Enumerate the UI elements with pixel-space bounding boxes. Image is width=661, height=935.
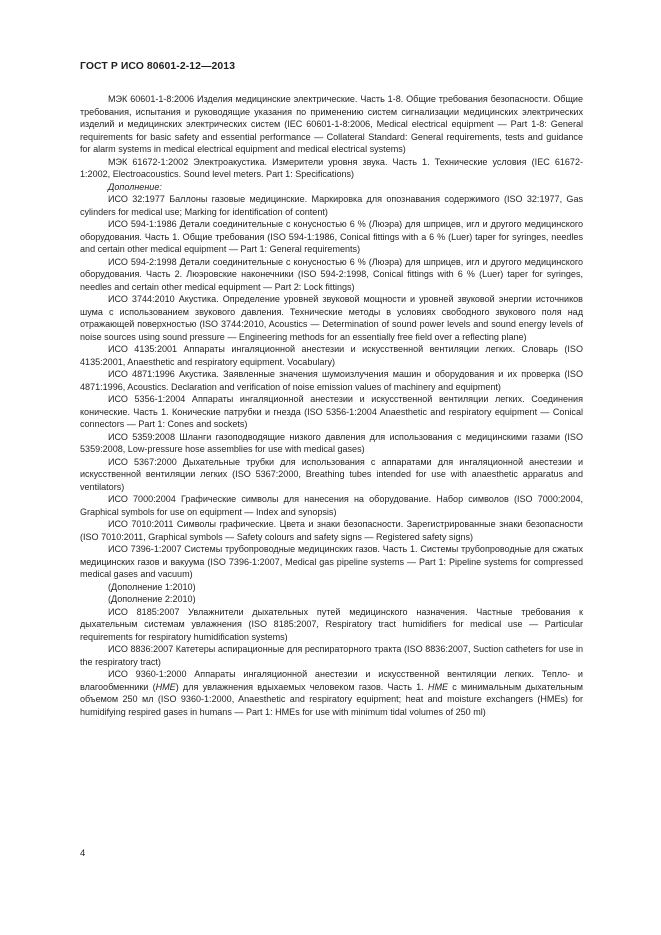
reference-iec-61672-1: МЭК 61672-1:2002 Электроакустика. Измерители уровня звука. Часть 1. Технические условия (IEC 61672-1:2002, Electroacoustics. Sound level meters. Part 1: Specifications) — [80, 156, 583, 179]
reference-iso-8185: ИСО 8185:2007 Увлажнители дыхательных путей медицинского назначения. Частные требования к дыхательным системам увлажнения (ISO 8185:2007, Respiratory tract humidifiers for medical use — Particular requirements for respiratory humidification systems) — [80, 606, 583, 642]
reference-iso-9360-1-text-c: с минимальным дыхательным объемом 250 мл (ISO 9360-1:2000, Anaesthetic and respiratory equipment; heat and moisture exchangers (HMEs) for humidifying respired gases in humans — Part 1: HMEs for use with minimum tidal volumes of 250 ml) — [80, 681, 583, 717]
reference-iso-8836: ИСО 8836:2007 Катетеры аспирационные для респираторного тракта (ISO 8836:2007, Suction catheters for use in the respiratory tract) — [80, 644, 583, 667]
reference-iso-594-2: ИСО 594-2:1998 Детали соединительные с конусностью 6 % (Люэра) для шприцев, игл и другого медицинского оборудования. Часть 2. Люэровские наконечники (ISO 594-2:1998, Conical fittings with 6 % (Luer) taper for syringes, needles and certain other medical equipment — Part 2: Lock fittings) — [80, 256, 583, 292]
reference-iso-5359: ИСО 5359:2008 Шланги газоподводящие низкого давления для использования с медицинскими газами (ISO 5359:2008, Low-pressure hose assemblies for use with medical gases) — [80, 431, 583, 454]
reference-iso-594-1: ИСО 594-1:1986 Детали соединительные с конусностью 6 % (Люэра) для шприцев, игл и другого медицинского оборудования. Часть 1. Общие требования (ISO 594-1:1986, Conical fittings with a 6 % (Luer) taper for syringes, needles and certain other medical equipment — Part 1: General requirements) — [80, 219, 583, 254]
reference-iso-5356-1: ИСО 5356-1:2004 Аппараты ингаляционной анестезии и искусственной вентиляции легких. Соединения конические. Часть 1. Конические патрубки и гнезда (ISO 5356-1:2004 Anaesthetic and respiratory equipment — Conical connectors — Part 1: Cones and sockets) — [80, 394, 583, 429]
reference-iso-5367: ИСО 5367:2000 Дыхательные трубки для использования с аппаратами для ингаляционной анестезии и искусственной вентиляции легких (ISO 5367:2000, Breathing tubes intended for use with anaesthetic apparatus and ventilators) — [80, 456, 583, 492]
document-header: ГОСТ Р ИСО 80601-2-12—2013 — [80, 61, 236, 72]
reference-iso-4871: ИСО 4871:1996 Акустика. Заявленные значения шумоизлучения машин и оборудования и их проверка (ISO 4871:1996, Acoustics. Declaration and verification of noise emission values of machinery and equipment) — [80, 369, 583, 392]
reference-iso-4135: ИСО 4135:2001 Аппараты ингаляционной анестезии и искусственной вентиляции легких. Словарь (ISO 4135:2001, Anaesthetic and respiratory equipment. Vocabulary) — [80, 344, 583, 367]
amendment-1: (Дополнение 1:2010) — [108, 581, 196, 592]
reference-iso-7396-1: ИСО 7396-1:2007 Системы трубопроводные медицинских газов. Часть 1. Системы трубопроводные для сжатых медицинских газов и вакуума (ISO 7396-1:2007, Medical gas pipeline systems — Part 1: Pipeline systems for compressed medical gases and vacuum) — [80, 544, 583, 579]
reference-list — [80, 93, 583, 718]
reference-iso-9360-1-text-a: ИСО 9360-1:2000 Аппараты ингаляционной анестезии и искусственной вентиляции легких. Тепло- и влагообменники ( — [80, 669, 583, 692]
page-number: 4 — [80, 848, 86, 859]
reference-iec-60601-1-8: МЭК 60601-1-8:2006 Изделия медицинские электрические. Часть 1-8. Общие требования безопасности. Общие требования, испытания и руководящие указания по применению систем сигнализации медицинских электрических изделий и медицинских электрических систем (IEC 60601-1-8:2006, Medical electrical equipment — Part 1-8: General requirements for basic safety and essential performance — Collateral Standard: General requirements, tests and guidance for alarm systems in medical electrical equipment and medical electrical systems) — [80, 94, 583, 154]
hme-term: HME — [155, 681, 176, 692]
reference-iso-9360-1-text-b: ) для увлажнения вдыхаемых человеком газов. Часть 1. — [175, 681, 428, 692]
reference-iso-7000: ИСО 7000:2004 Графические символы для нанесения на оборудование. Набор символов (ISO 7000:2004, Graphical symbols for use on equipment — Index and synopsis) — [80, 494, 583, 517]
hme-term: HME — [427, 681, 449, 692]
reference-iso-32: ИСО 32:1977 Баллоны газовые медицинские. Маркировка для опознавания содержимого (ISO 32:1977, Gas cylinders for medical use; Marking for identification of content) — [80, 194, 583, 217]
amendment-2: (Дополнение 2:2010) — [108, 594, 196, 604]
reference-iso-9360-1 — [80, 668, 583, 718]
addition-label: Дополнение: — [108, 181, 162, 192]
reference-iso-3744: ИСО 3744:2010 Акустика. Определение уровней звуковой мощности и уровней звуковой энергии источников шума с использованием звукового давления. Технические методы в условиях свободного звукового поля над отражающей поверхностью (ISO 3744:2010, Acoustics — Determination of sound power levels and sound energy levels of noise sources using sound pressure — Engineering methods for an essentially free field over a reflecting plane) — [80, 294, 583, 342]
reference-iso-7010: ИСО 7010:2011 Символы графические. Цвета и знаки безопасности. Зарегистрированные знаки безопасности (ISO 7010:2011, Graphical symbols — Safety colours and safety signs — Registered safety signs) — [80, 519, 583, 542]
